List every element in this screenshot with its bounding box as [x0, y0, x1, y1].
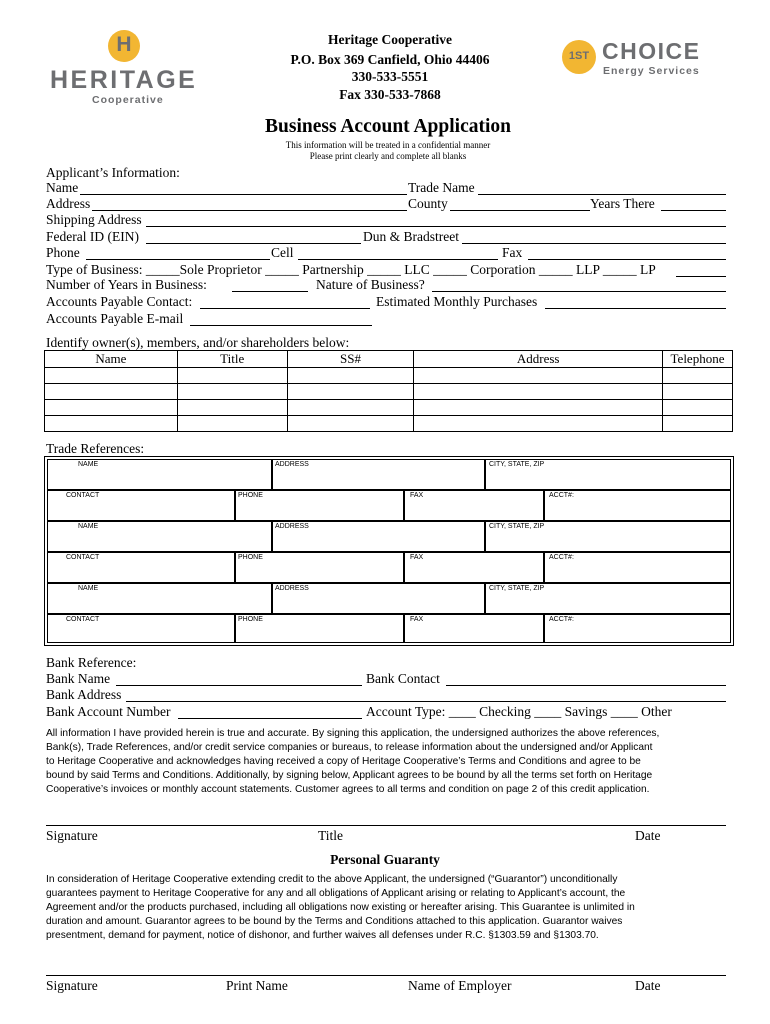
shipping-address-label: Shipping Address — [46, 212, 142, 227]
owners-row[interactable] — [45, 368, 733, 384]
owners-cell[interactable] — [45, 368, 178, 384]
heritage-logo-wordmark: HERITAGE — [50, 66, 198, 94]
guarantor-date-label: Date — [635, 978, 661, 993]
trade-references-box — [44, 456, 734, 646]
cell-label: Cell — [271, 245, 294, 260]
federal-id-field[interactable] — [146, 243, 361, 244]
applicant-title-label: Title — [318, 828, 344, 843]
applicant-signature-label: Signature — [46, 828, 98, 843]
owners-col-telephone: Telephone — [663, 351, 733, 368]
bank-contact-label: Bank Contact — [366, 671, 440, 686]
owners-row[interactable] — [45, 416, 733, 432]
company-fax: Fax 330-533-7868 — [339, 87, 441, 102]
est-purchases-field[interactable] — [545, 308, 726, 309]
type-of-business-lp-field[interactable] — [676, 276, 726, 277]
trade-ref-1-address[interactable]: ADDRESS — [272, 459, 485, 490]
bank-address-field[interactable] — [126, 701, 726, 702]
address-label: Address — [46, 196, 91, 211]
owners-cell[interactable] — [287, 384, 414, 400]
form-subtitle-confidential: This information will be treated in a confidential manner — [285, 140, 491, 150]
owners-cell[interactable] — [414, 368, 663, 384]
phone-field[interactable] — [86, 259, 270, 260]
owners-cell[interactable] — [45, 384, 178, 400]
ap-contact-label: Accounts Payable Contact: — [46, 294, 193, 309]
guarantor-signature-line[interactable] — [46, 975, 726, 976]
county-label: County — [408, 196, 448, 211]
bank-name-field[interactable] — [116, 685, 362, 686]
owners-cell[interactable] — [45, 400, 178, 416]
company-phone: 330-533-5551 — [351, 69, 429, 84]
type-of-business[interactable]: Type of Business: _____Sole Proprietor _____ Partnership _____ LLC _____ Corporation _____ LLP _____ LP — [46, 262, 656, 277]
choice-logo-wordmark: CHOICE — [602, 38, 701, 64]
trade-ref-3-contact[interactable]: CONTACT — [47, 614, 235, 643]
fax-field[interactable] — [528, 259, 726, 260]
years-in-business-label: Number of Years in Business: — [46, 277, 207, 292]
owners-col-address: Address — [414, 351, 663, 368]
owners-col-title: Title — [177, 351, 287, 368]
choice-logo-badge-text: 1ST — [568, 50, 590, 62]
heritage-logo — [48, 30, 208, 110]
trade-ref-2-phone[interactable]: PHONE — [235, 552, 404, 583]
years-there-field[interactable] — [661, 210, 726, 211]
bank-account-number-label: Bank Account Number — [46, 704, 171, 719]
owners-cell[interactable] — [177, 384, 287, 400]
dun-field[interactable] — [462, 243, 726, 244]
heritage-logo-letter: H — [116, 33, 132, 56]
trade-ref-3-city-state-zip[interactable]: CITY, STATE, ZIP — [485, 583, 731, 614]
owners-row[interactable] — [45, 400, 733, 416]
ap-email-field[interactable] — [190, 325, 372, 326]
guarantor-signature-label: Signature — [46, 978, 98, 993]
trade-ref-2-address[interactable]: ADDRESS — [272, 521, 485, 552]
owners-cell[interactable] — [177, 368, 287, 384]
trade-ref-3-fax[interactable]: FAX — [404, 614, 544, 643]
nature-of-business-field[interactable] — [432, 291, 726, 292]
owners-cell[interactable] — [414, 384, 663, 400]
owners-cell[interactable] — [663, 400, 733, 416]
est-purchases-label: Estimated Monthly Purchases — [376, 294, 538, 309]
owners-col-ssn: SS# — [287, 351, 414, 368]
bank-heading: Bank Reference: — [46, 655, 137, 670]
bank-account-type[interactable]: Account Type: ____ Checking ____ Savings ____ Other — [366, 704, 672, 719]
owners-cell[interactable] — [45, 416, 178, 432]
owners-row[interactable] — [45, 384, 733, 400]
trade-references-heading: Trade References: — [46, 441, 145, 456]
owners-cell[interactable] — [177, 400, 287, 416]
bank-name-label: Bank Name — [46, 671, 111, 686]
guaranty-line: Agreement and/or the products purchased, including all obligations now existing or hereafter arising. This Guarantee is unlimited in — [46, 902, 635, 913]
applicant-heading: Applicant’s Information: — [46, 165, 180, 180]
county-field[interactable] — [450, 210, 590, 211]
ap-contact-field[interactable] — [200, 308, 370, 309]
guaranty-line: presentment, demand for payment, notice of dishonor, and further waives all defenses under R.C. §1303.59 and §1303.70. — [46, 930, 599, 941]
trade-ref-1-fax[interactable]: FAX — [404, 490, 544, 521]
form-title: Business Account Application — [265, 116, 511, 137]
owners-cell[interactable] — [287, 400, 414, 416]
dun-label: Dun & Bradstreet — [363, 229, 459, 244]
owners-cell[interactable] — [287, 368, 414, 384]
guarantor-employer-label: Name of Employer — [408, 978, 512, 993]
owners-cell[interactable] — [414, 416, 663, 432]
nature-of-business-label: Nature of Business? — [316, 277, 425, 292]
owners-heading: Identify owner(s), members, and/or shareholders below: — [46, 335, 350, 350]
applicant-date-label: Date — [635, 828, 661, 843]
trade-ref-1-phone[interactable]: PHONE — [235, 490, 404, 521]
authorization-line: to Heritage Cooperative and acknowledges having received a copy of Heritage Cooperative’s Terms and Conditions and agree to be — [46, 756, 641, 767]
years-in-business-field[interactable] — [232, 291, 308, 292]
owners-cell[interactable] — [663, 416, 733, 432]
bank-account-number-field[interactable] — [178, 718, 362, 719]
guaranty-line: In consideration of Heritage Cooperative extending credit to the above Applicant, the undersigned (“Guarantor”) unconditionally — [46, 874, 618, 885]
fax-label: Fax — [502, 245, 523, 260]
trade-ref-1-contact[interactable]: CONTACT — [47, 490, 235, 521]
cell-field[interactable] — [298, 259, 498, 260]
years-there-label: Years There — [590, 196, 655, 211]
choice-logo-sub: Energy Services — [603, 65, 700, 77]
shipping-address-field[interactable] — [146, 226, 726, 227]
owners-cell[interactable] — [663, 368, 733, 384]
company-name: Heritage Cooperative — [327, 32, 453, 47]
trade-ref-2-fax[interactable]: FAX — [404, 552, 544, 583]
authorization-line: Cooperative’s invoices or monthly account statements. Customer agrees to all terms and condition on page 2 of this credit application. — [46, 784, 650, 795]
bank-address-label: Bank Address — [46, 687, 122, 702]
applicant-signature-line[interactable] — [46, 825, 726, 826]
owners-header-row — [45, 351, 733, 368]
owners-col-name: Name — [45, 351, 178, 368]
authorization-line: bound by said Terms and Conditions. Additionally, by signing below, Applicant agrees to be bound by all the terms set forth on Heritage — [46, 770, 653, 781]
trade-ref-3-name[interactable]: NAME — [47, 583, 272, 614]
owners-cell[interactable] — [177, 416, 287, 432]
trade-ref-3-acct[interactable]: ACCT#: — [544, 614, 731, 643]
guaranty-paragraph — [46, 873, 726, 943]
trade-ref-3-phone[interactable]: PHONE — [235, 614, 404, 643]
trade-ref-2-name[interactable]: NAME — [47, 521, 272, 552]
bank-contact-field[interactable] — [446, 685, 726, 686]
trade-ref-2-acct[interactable]: ACCT#: — [544, 552, 731, 583]
guaranty-line: duration and amount. Guarantor agrees to be bound by the Terms and Conditions attached to this application. Guarantor waives — [46, 916, 623, 927]
authorization-line: All information I have provided herein is true and accurate. By signing this application, the undersigned authorizes the above references, — [46, 728, 660, 739]
trade-ref-2-city-state-zip[interactable]: CITY, STATE, ZIP — [485, 521, 731, 552]
trade-ref-3-address[interactable]: ADDRESS — [272, 583, 485, 614]
trade-ref-1-acct[interactable]: ACCT#: — [544, 490, 731, 521]
name-label: Name — [46, 180, 79, 195]
authorization-line: Bank(s), Trade References, and/or credit service companies or bureaus, to release information about the undersigned and/or Applicant — [46, 742, 653, 753]
owners-cell[interactable] — [663, 384, 733, 400]
ap-email-label: Accounts Payable E-mail — [46, 311, 184, 326]
authorization-paragraph — [46, 727, 726, 797]
guaranty-heading: Personal Guaranty — [330, 852, 440, 867]
guaranty-line: guarantees payment to Heritage Cooperative for any and all obligations of Applicant arising or relating to Applicant’s account, the — [46, 888, 626, 899]
name-field[interactable] — [80, 194, 407, 195]
federal-id-label: Federal ID (EIN) — [46, 229, 139, 244]
trade-ref-2-contact[interactable]: CONTACT — [47, 552, 235, 583]
trade-name-label: Trade Name — [408, 180, 475, 195]
form-subtitle-print: Please print clearly and complete all blanks — [309, 151, 467, 161]
choice-logo — [560, 38, 720, 83]
owners-table — [44, 350, 733, 432]
trade-name-field[interactable] — [478, 194, 726, 195]
owners-cell[interactable] — [287, 416, 414, 432]
trade-ref-1-city-state-zip[interactable]: CITY, STATE, ZIP — [485, 459, 731, 490]
trade-ref-1-name[interactable]: NAME — [47, 459, 272, 490]
address-field[interactable] — [92, 210, 407, 211]
phone-label: Phone — [46, 245, 80, 260]
heritage-logo-sub: Cooperative — [92, 94, 164, 106]
company-po-box: P.O. Box 369 Canfield, Ohio 44406 — [290, 52, 490, 67]
guarantor-print-name-label: Print Name — [226, 978, 288, 993]
owners-cell[interactable] — [414, 400, 663, 416]
